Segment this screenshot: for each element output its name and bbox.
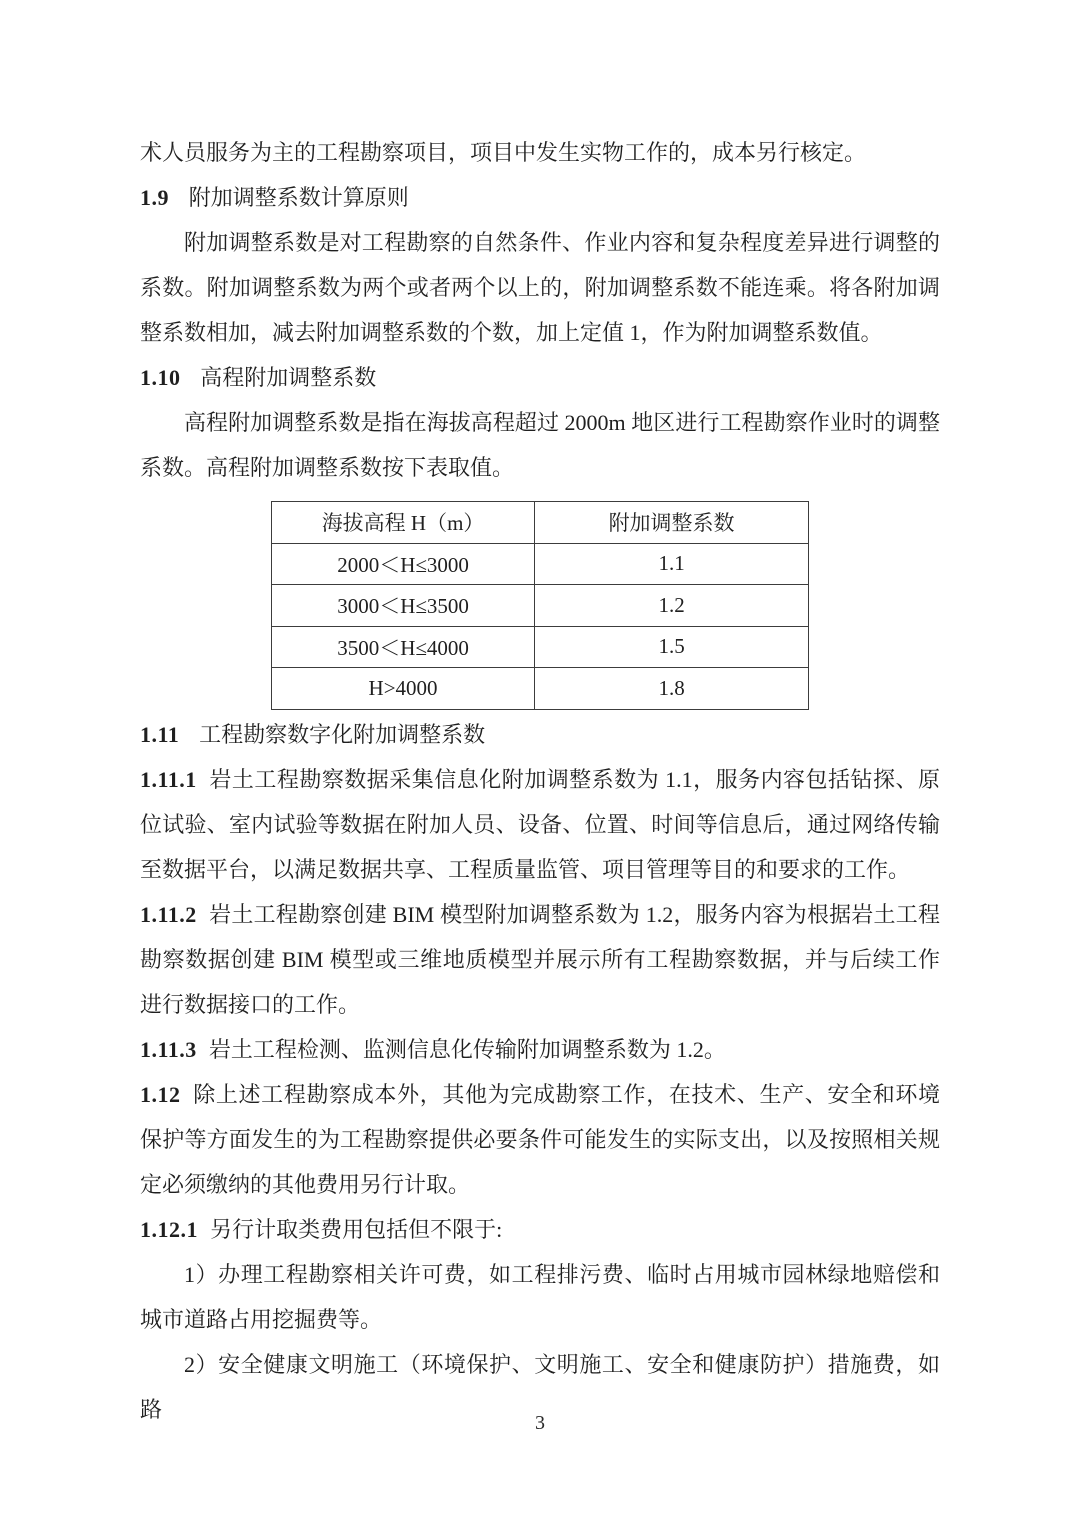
table-header-row — [272, 502, 809, 544]
section-number: 1.11.1 — [140, 766, 197, 792]
section-number: 1.11 — [140, 721, 180, 747]
section-number: 1.10 — [140, 365, 181, 390]
section-number: 1.12 — [140, 1081, 181, 1107]
section-title: 附加调整系数计算原则 — [188, 185, 409, 210]
paragraph-text: 岩土工程勘察创建 BIM 模型附加调整系数为 1.2，服务内容为根据岩土工程勘察数据创建 BIM 模型或三维地质模型并展示所有工程勘察数据，并与后续工作进行数据接口的工作。 — [140, 901, 940, 1017]
table-header-coefficient: 附加调整系数 — [535, 502, 809, 544]
table-cell-value: 1.2 — [535, 585, 809, 627]
table-row — [272, 626, 809, 668]
section-number: 1.11.2 — [140, 901, 197, 927]
table-row — [272, 543, 809, 585]
table-cell-range: 3500＜H≤4000 — [272, 626, 535, 668]
section-1-11-3-paragraph — [140, 1027, 940, 1072]
section-title: 工程勘察数字化附加调整系数 — [199, 721, 486, 747]
table-cell-value: 1.8 — [535, 668, 809, 710]
table-cell-range: H>4000 — [272, 668, 535, 710]
section-1-10-heading — [140, 355, 940, 400]
table-cell-range: 3000＜H≤3500 — [272, 585, 535, 627]
section-1-10-paragraph: 高程附加调整系数是指在海拔高程超过 2000m 地区进行工程勘察作业时的调整系数。高程附加调整系数按下表取值。 — [140, 410, 940, 480]
section-1-12-1-paragraph — [140, 1207, 940, 1252]
section-1-9-paragraph: 附加调整系数是对工程勘察的自然条件、作业内容和复杂程度差异进行调整的系数。附加调整系数为两个或者两个以上的，附加调整系数不能连乘。将各附加调整系数相加，减去附加调整系数的个数，加上定值 1，作为附加调整系数值。 — [140, 230, 940, 345]
paragraph-text: 除上述工程勘察成本外，其他为完成勘察工作，在技术、生产、安全和环境保护等方面发生的为工程勘察提供必要条件可能发生的实际支出，以及按照相关规定必须缴纳的其他费用另行计取。 — [140, 1081, 940, 1197]
section-number: 1.9 — [140, 185, 169, 210]
list-item-2: 2）安全健康文明施工（环境保护、文明施工、安全和健康防护）措施费，如路 — [140, 1351, 940, 1422]
table-cell-range: 2000＜H≤3000 — [272, 543, 535, 585]
page-number: 3 — [535, 1412, 545, 1434]
paragraph-continuation: 术人员服务为主的工程勘察项目，项目中发生实物工作的，成本另行核定。 — [140, 140, 867, 165]
section-1-9-heading — [140, 175, 940, 220]
table-cell-value: 1.1 — [535, 543, 809, 585]
paragraph-text: 岩土工程勘察数据采集信息化附加调整系数为 1.1，服务内容包括钻探、原位试验、室内试验等数据在附加人员、设备、位置、时间等信息后，通过网络传输至数据平台，以满足数据共享、工程质量监管、项目管理等目的和要求的工作。 — [140, 766, 940, 882]
section-number: 1.12.1 — [140, 1216, 198, 1242]
list-item-1: 1）办理工程勘察相关许可费，如工程排污费、临时占用城市园林绿地赔偿和城市道路占用挖掘费等。 — [140, 1261, 940, 1332]
table-row — [272, 668, 809, 710]
paragraph-text: 岩土工程检测、监测信息化传输附加调整系数为 1.2。 — [208, 1036, 726, 1062]
section-1-11-heading — [140, 712, 940, 757]
table-header-elevation: 海拔高程 H（m） — [272, 502, 535, 544]
section-1-11-1-paragraph — [140, 757, 940, 892]
section-number: 1.11.3 — [140, 1036, 197, 1062]
section-1-11-2-paragraph — [140, 892, 940, 1027]
section-title: 高程附加调整系数 — [200, 365, 377, 390]
table-row — [272, 585, 809, 627]
document-body — [140, 0, 940, 1432]
table-cell-value: 1.5 — [535, 626, 809, 668]
paragraph-text: 另行计取类费用包括但不限于: — [210, 1216, 503, 1242]
section-1-12-paragraph — [140, 1072, 940, 1207]
elevation-adjustment-table — [271, 501, 809, 710]
